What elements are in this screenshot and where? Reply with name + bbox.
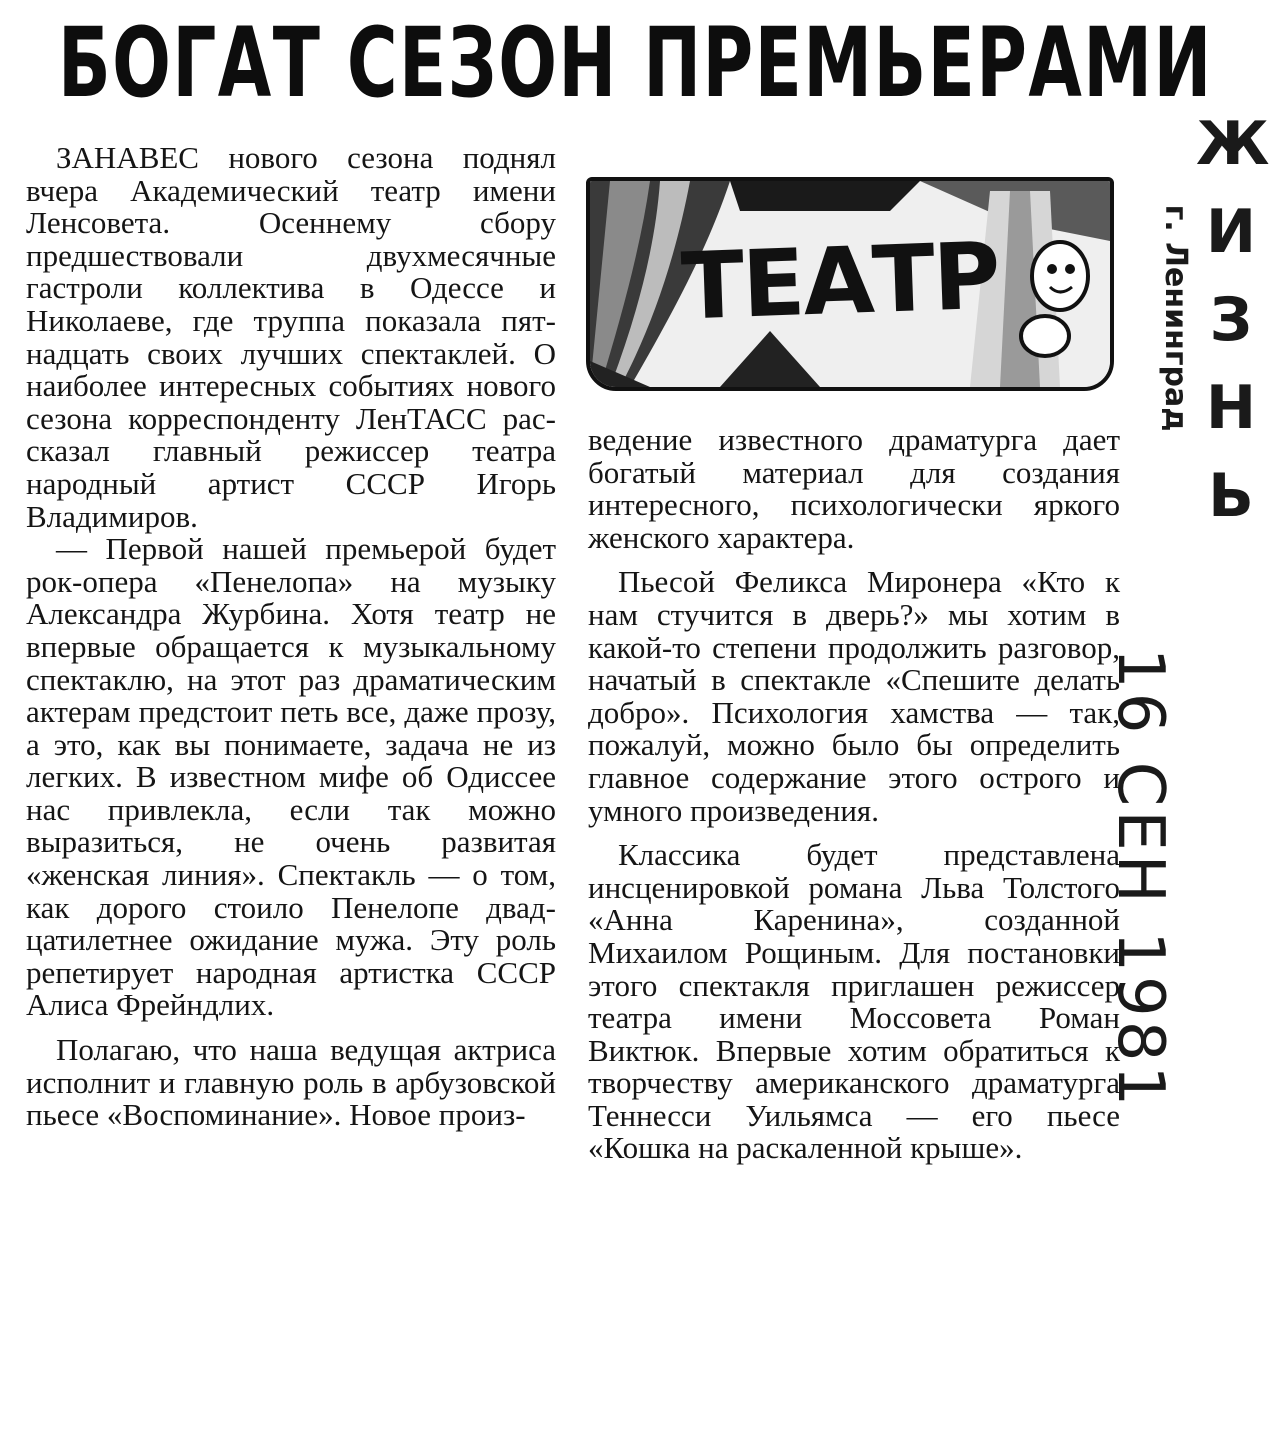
theatre-rubric-badge bbox=[586, 177, 1114, 391]
masthead-stamp bbox=[1196, 100, 1270, 540]
stamp-letter: З bbox=[1209, 285, 1253, 355]
rubric-label: ТЕАТР bbox=[679, 222, 1001, 341]
stamp-letter: Ж bbox=[1196, 109, 1270, 179]
article-paragraph: ЗАНАВЕС нового сезона поднял вчера Академический театр имени Ленсовета. Осеннему сбору предшествовали двухмесячные гастроли коллектива в Одессе и Николаеве, где труппа показала пятнадцать своих лучших спектаклей. О наиболее интересных событиях нового сезона корреспонденту ЛенТАСС рассказал главный режиссер театра народный артист СССР Игорь Владимиров. bbox=[26, 140, 556, 534]
article-paragraph: ведение известного драматурга дает богатый материал для создания интересного, психологически яркого женского характера. bbox=[588, 422, 1120, 555]
article-column-right bbox=[588, 424, 1120, 1165]
stamp-letter: И bbox=[1205, 197, 1257, 267]
article-paragraph: Полагаю, что наша ведущая актриса исполнит и главную роль в арбузовской пьесе «Воспоминание». Новое произ- bbox=[26, 1032, 556, 1133]
stamp-city: г. Ленинград bbox=[1158, 204, 1193, 432]
article-paragraph: Классика будет представлена инсценировкой романа Льва Толстого «Анна Каренина», созданной Михаилом Рощиным. Для постановки этого спектакля приглашен режиссер театра имени Моссовета Роман Виктюк. Впервые хотим обратиться к творчеству американского драматурга Теннесси Уильямса — его пьесе «Кошка на раскаленной крыше». bbox=[588, 837, 1120, 1166]
stamp-date: 16 СЕН 1981 bbox=[1103, 647, 1177, 1111]
stamp-letter: Ь bbox=[1208, 461, 1254, 531]
headline: БОГАТ СЕЗОН ПРЕМЬЕРАМИ bbox=[58, 7, 1213, 119]
article-column-left bbox=[26, 142, 556, 1132]
article-paragraph: — Первой нашей премьерой будет рок-опера «Пенелопа» на музыку Александра Журбина. Хотя театр не впервые обращается к музыкальному спектаклю, на этот раз драматическим актерам предстоит петь все, даже прозу, а это, как вы понимаете, задача не из легких. В известном мифе об Одиссее нас привлекла, если так можно выразиться, не очень развитая «женская линия». Спектакль — о том, как дорого стоило Пенелопе двадцатилетнее ожидание мужа. Эту роль репетирует народная артистка СССР Алиса Фрейндлих. bbox=[26, 531, 556, 1023]
article-paragraph: Пьесой Феликса Миронера «Кто к нам стучится в дверь?» мы хотим в какой-то степени продолжить разговор, начатый в спектакле «Спешите делать добро». Психология хамства — так, пожалуй, можно было бы определить главное содержание этого острого и умного произведения. bbox=[588, 564, 1120, 828]
stamp-letter: Н bbox=[1205, 373, 1257, 443]
